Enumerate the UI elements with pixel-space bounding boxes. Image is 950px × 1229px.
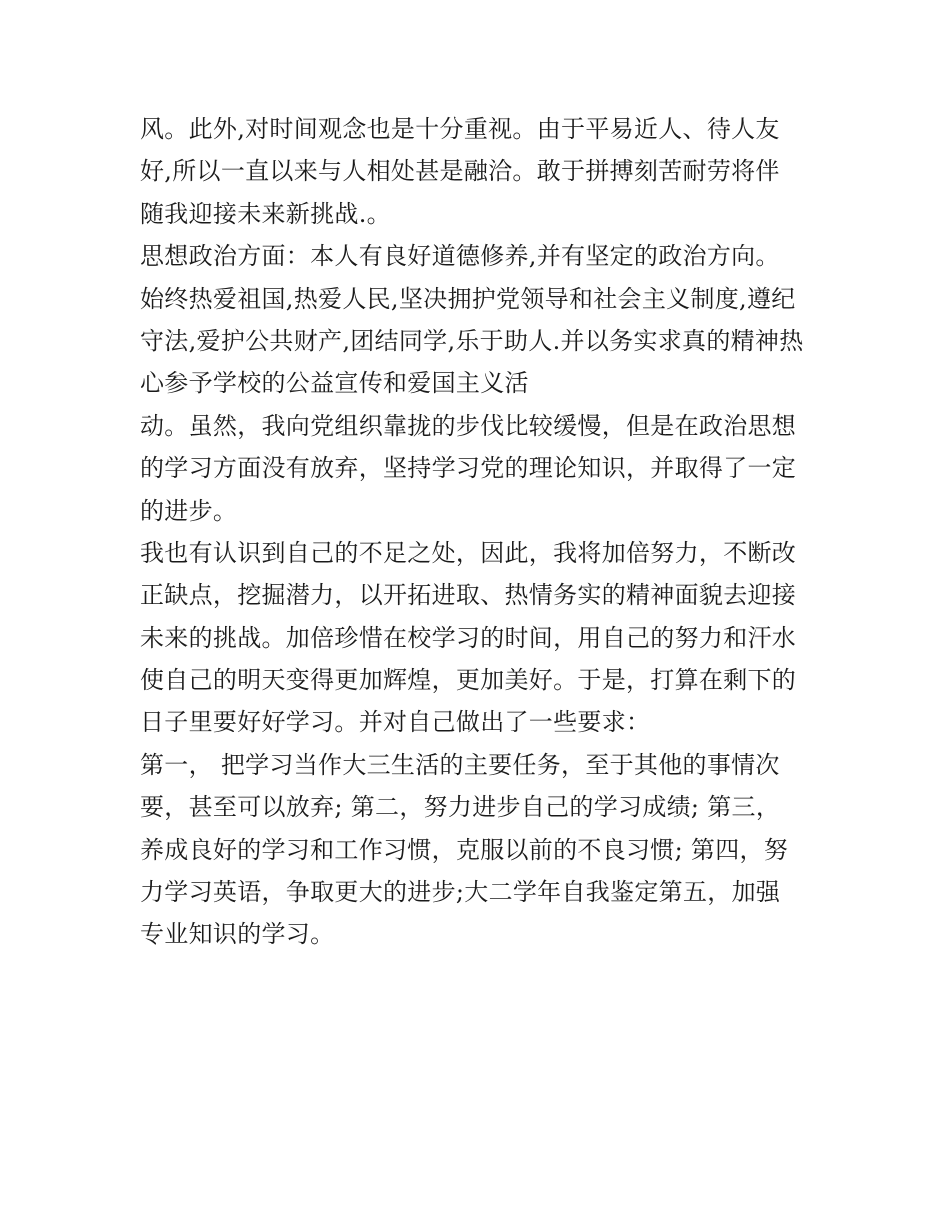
text-line: 正缺点，挖掘潜力，以开拓进取、热情务实的精神面貌去迎接 [140, 581, 797, 610]
text-line: 心参予学校的公益宣传和爱国主义活 [140, 369, 529, 398]
text-line: 风。此外,对时间观念也是十分重视。由于平易近人、待人友 [140, 115, 780, 143]
text-line: 随我迎接未来新挑战.。 [140, 199, 391, 228]
text-line: 守法,爱护公共财产,团结同学,乐于助人.并以务实求真的精神热 [140, 326, 804, 355]
text-line: 思想政治方面：本人有良好道德修养,并有坚定的政治方向。 [140, 242, 780, 271]
text-line: 始终热爱祖国,热爱人民,坚决拥护党领导和社会主义制度,遵纪 [140, 284, 796, 313]
text-line: 未来的挑战。加倍珍惜在校学习的时间，用自己的努力和汗水 [140, 623, 797, 652]
text-line: 第一， 把学习当作大三生活的主要任务，至于其他的事情次 [140, 750, 780, 779]
body-text [140, 108, 820, 956]
text-line: 我也有认识到自己的不足之处，因此，我将加倍努力，不断改 [140, 538, 797, 567]
text-line: 好,所以一直以来与人相处甚是融洽。敢于拼搏刻苦耐劳将伴 [140, 157, 780, 186]
text-line: 使自己的明天变得更加辉煌，更加美好。于是，打算在剩下的 [140, 666, 797, 695]
text-line: 养成良好的学习和工作习惯，克服以前的不良习惯; 第四，努 [140, 835, 789, 864]
text-line: 动。虽然，我向党组织靠拢的步伐比较缓慢，但是在政治思想 [140, 411, 797, 440]
text-line: 力学习英语，争取更大的进步;大二学年自我鉴定第五，加强 [140, 878, 781, 907]
text-line: 的进步。 [140, 496, 238, 525]
text-line: 的学习方面没有放弃，坚持学习党的理论知识，并取得了一定 [140, 454, 797, 483]
text-line: 专业知识的学习。 [140, 920, 335, 949]
text-line: 要，甚至可以放弃; 第二，努力进步自己的学习成绩; 第三， [140, 793, 781, 822]
text-line: 日子里要好好学习。并对自己做出了一些要求： [140, 708, 651, 737]
